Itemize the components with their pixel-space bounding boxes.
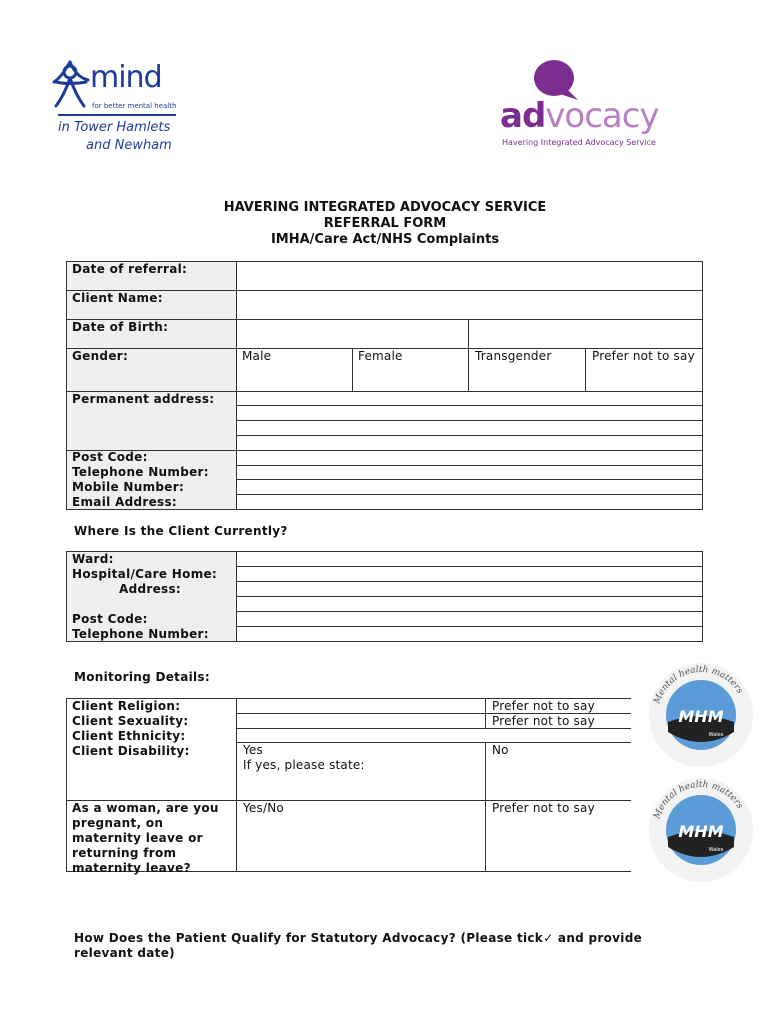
qualify-question: How Does the Patient Qualify for Statutory Advocacy? (Please tick✓ and provide relevant date) xyxy=(74,931,643,960)
advocacy-word xyxy=(500,96,659,136)
form-title-line1: HAVERING INTEGRATED ADVOCACY SERVICE xyxy=(223,200,547,215)
svg-text:Wales: Wales xyxy=(708,847,724,853)
mhm-badge-icon-2 xyxy=(646,775,756,885)
location-telephone-label: Telephone Number: xyxy=(72,627,209,641)
pregnant-yes-no[interactable]: Yes/No xyxy=(243,801,284,815)
telephone-label: Telephone Number: xyxy=(72,465,209,479)
gender-option-male: Male xyxy=(242,349,272,363)
monitoring-rule-col2b xyxy=(485,742,486,872)
email-field[interactable] xyxy=(236,494,703,510)
ethnicity-label: Client Ethnicity: xyxy=(72,729,186,743)
disability-yes[interactable]: Yes xyxy=(243,743,263,757)
form-title-line2: REFERRAL FORM xyxy=(323,216,447,231)
monitoring-rule-col2a xyxy=(485,698,486,728)
email-label: Email Address: xyxy=(72,495,178,509)
mhm-badge-icon xyxy=(646,660,756,770)
sexuality-prefer-not[interactable]: Prefer not to say xyxy=(492,714,595,728)
address-line-4-field[interactable] xyxy=(236,435,703,451)
mobile-field[interactable] xyxy=(236,479,703,495)
ward-field[interactable] xyxy=(236,551,703,567)
client-name-label: Client Name: xyxy=(72,291,163,305)
address-line-1-field[interactable] xyxy=(236,391,703,406)
date-of-birth-field[interactable] xyxy=(236,319,469,349)
disability-if-yes: If yes, please state: xyxy=(243,758,365,772)
mind-figure-icon xyxy=(50,58,92,110)
gender-label: Gender: xyxy=(72,349,129,363)
address-line-3-field[interactable] xyxy=(236,420,703,436)
sexuality-label: Client Sexuality: xyxy=(72,714,189,728)
advocacy-logo xyxy=(498,58,688,153)
location-telephone-field[interactable] xyxy=(236,626,703,642)
monitoring-rule-left xyxy=(66,698,67,872)
mind-location-line1: in Tower Hamlets xyxy=(58,120,171,135)
mind-location-line2: and Newham xyxy=(86,138,172,153)
post-code-field[interactable] xyxy=(236,450,703,466)
mind-word: mind xyxy=(90,60,162,95)
svg-text:Wales: Wales xyxy=(708,732,724,738)
svg-text:MHM: MHM xyxy=(678,822,724,841)
religion-prefer-not[interactable]: Prefer not to say xyxy=(492,699,595,713)
advocacy-word-vocacy: vocacy xyxy=(545,96,659,136)
mobile-label: Mobile Number: xyxy=(72,480,185,494)
location-heading: Where Is the Client Currently? xyxy=(74,524,288,538)
location-address-label: Address: xyxy=(119,582,182,596)
svg-text:Mental health matters: Mental health matters xyxy=(652,779,745,821)
gender-option-transgender: Transgender xyxy=(475,349,552,363)
location-address-field-2[interactable] xyxy=(236,596,703,612)
permanent-address-label: Permanent address: xyxy=(72,392,215,406)
post-code-label: Post Code: xyxy=(72,450,148,464)
ethnicity-field[interactable] xyxy=(237,729,631,742)
gender-option-female: Female xyxy=(358,349,403,363)
monitoring-heading: Monitoring Details: xyxy=(74,670,210,684)
hospital-label: Hospital/Care Home: xyxy=(72,567,218,581)
location-address-field[interactable] xyxy=(236,581,703,597)
location-post-code-label: Post Code: xyxy=(72,612,148,626)
date-of-referral-label: Date of referral: xyxy=(72,262,188,276)
date-of-birth-extra-field[interactable] xyxy=(468,319,703,349)
pregnant-prefer-not[interactable]: Prefer not to say xyxy=(492,801,595,815)
ward-label: Ward: xyxy=(72,552,114,566)
advocacy-word-ad: ad xyxy=(500,96,546,136)
client-name-field[interactable] xyxy=(236,290,703,320)
sexuality-field[interactable] xyxy=(237,714,485,728)
form-title-line3: IMHA/Care Act/NHS Complaints xyxy=(270,232,500,247)
disability-no[interactable]: No xyxy=(492,743,509,757)
disability-label: Client Disability: xyxy=(72,744,190,758)
date-of-birth-label: Date of Birth: xyxy=(72,320,169,334)
svg-text:MHM: MHM xyxy=(678,707,724,726)
gender-option-prefer-not: Prefer not to say xyxy=(592,349,695,363)
mind-underline xyxy=(58,114,176,116)
religion-field[interactable] xyxy=(237,699,485,713)
location-post-code-field[interactable] xyxy=(236,611,703,627)
date-of-referral-field[interactable] xyxy=(236,261,703,291)
hospital-field[interactable] xyxy=(236,566,703,582)
mind-tagline: for better mental health xyxy=(92,102,177,110)
mind-logo xyxy=(50,58,185,158)
advocacy-tagline: Havering Integrated Advocacy Service xyxy=(502,138,656,147)
religion-label: Client Religion: xyxy=(72,699,181,713)
svg-text:Mental health matters: Mental health matters xyxy=(652,664,745,706)
telephone-field[interactable] xyxy=(236,465,703,480)
monitoring-rule-3 xyxy=(236,742,631,743)
address-line-2-field[interactable] xyxy=(236,405,703,421)
pregnant-question: As a woman, are you pregnant, on maternity leave or returning from maternity leave? xyxy=(72,801,219,875)
